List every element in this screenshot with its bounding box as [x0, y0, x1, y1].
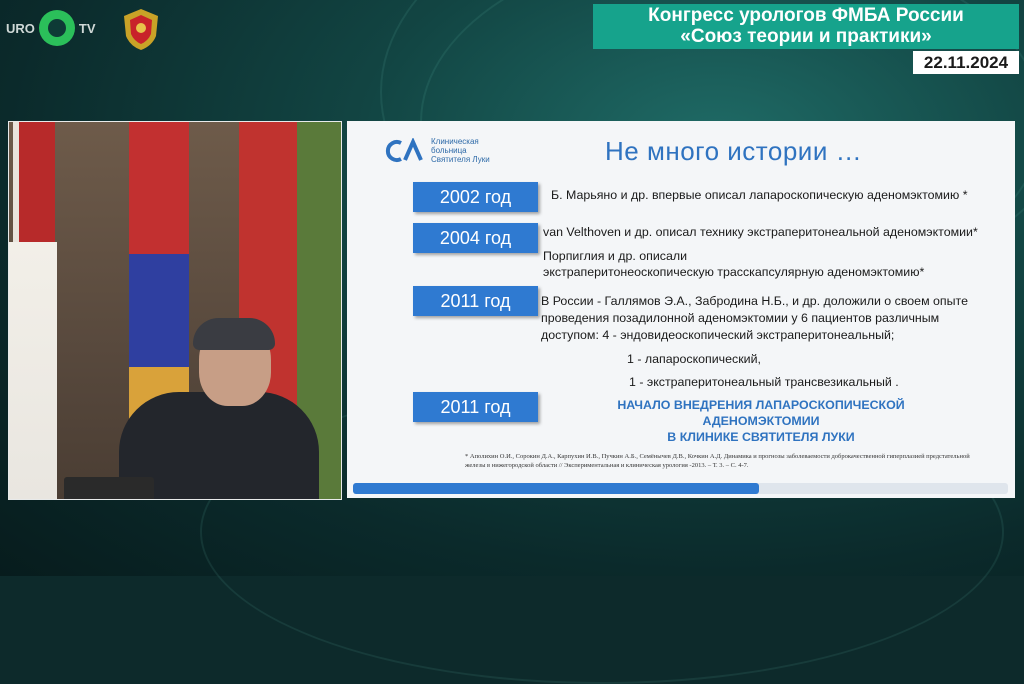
uro-tv-mark-icon	[39, 10, 75, 46]
year-badge: 2002 год	[413, 182, 538, 212]
clinic-logo	[385, 137, 490, 164]
year-badge: 2004 год	[413, 223, 538, 253]
fmba-emblem-icon	[118, 6, 164, 52]
uro-text: URO	[6, 20, 35, 36]
entry-text: доступом: 4 - эндовидеоскопический экстраперитонеальный;	[541, 328, 895, 342]
entry-text: van Velthoven и др. описал технику экстраперитонеальной аденомэктомии*	[543, 225, 978, 239]
conference-date: 22.11.2024	[913, 51, 1019, 74]
highlight-text	[565, 397, 957, 445]
clinic-logo-icon	[385, 138, 425, 164]
conference-title-line1: Конгресс урологов ФМБА России	[648, 5, 964, 26]
entry-text: Порпиглия и др. описали	[543, 249, 687, 263]
entry-text: 1 - лапароскопический,	[627, 352, 761, 366]
entry-text: 1 - экстраперитонеальный трансвезикальный .	[629, 375, 899, 389]
speaker-video	[8, 121, 342, 500]
entry-text: проведения позадилонной аденомэктомии у 6 пациентов различным	[541, 311, 940, 325]
laptop	[64, 477, 154, 500]
clinic-name-line3: Святителя Луки	[431, 155, 490, 164]
clinic-name-line1: Клиническая	[431, 137, 479, 146]
entry-text: экстраперитонеоскопическую трасcкапсулярную аденомэктомию*	[543, 265, 925, 279]
uro-tv-logo	[6, 8, 96, 48]
year-badge: 2011 год	[413, 392, 538, 422]
speaker-hair	[193, 318, 275, 350]
footnote: * Аполихин О.И., Сорокин Д.А., Карпухин И.В., Пучкин А.Б., Семёнычев Д.В., Кочкин А.Д. Динамика и прогнозы заболеваемости доброкачественной гиперплазией предстательной железы в нижегородской области // Экспериментальная и клиническая урология -2013. – Т. 3. – С. 4-7.	[465, 453, 970, 469]
entry-text: Б. Марьяно и др. впервые описал лапароскопическую аденомэктомию *	[551, 188, 968, 202]
slide-progress-bar	[353, 483, 1008, 494]
slide-progress-fill	[353, 483, 759, 494]
flag-tajikistan	[9, 242, 57, 499]
presentation-slide	[347, 121, 1015, 498]
tv-text: TV	[78, 20, 96, 36]
conference-title	[593, 4, 1019, 49]
highlight-line1: НАЧАЛО ВНЕДРЕНИЯ ЛАПАРОСКОПИЧЕСКОЙ АДЕНОМЭКТОМИИ	[617, 398, 905, 428]
highlight-line2: В КЛИНИКЕ СВЯТИТЕЛЯ ЛУКИ	[667, 430, 855, 444]
entry-text: В России - Галлямов Э.А., Забродина Н.Б., и др. доложили о своем опыте	[541, 294, 968, 308]
clinic-name-line2: больница	[431, 146, 467, 155]
slide-title: Не много истории …	[605, 136, 863, 166]
conference-title-line2: «Союз теории и практики»	[680, 26, 932, 47]
year-badge: 2011 год	[413, 286, 538, 316]
